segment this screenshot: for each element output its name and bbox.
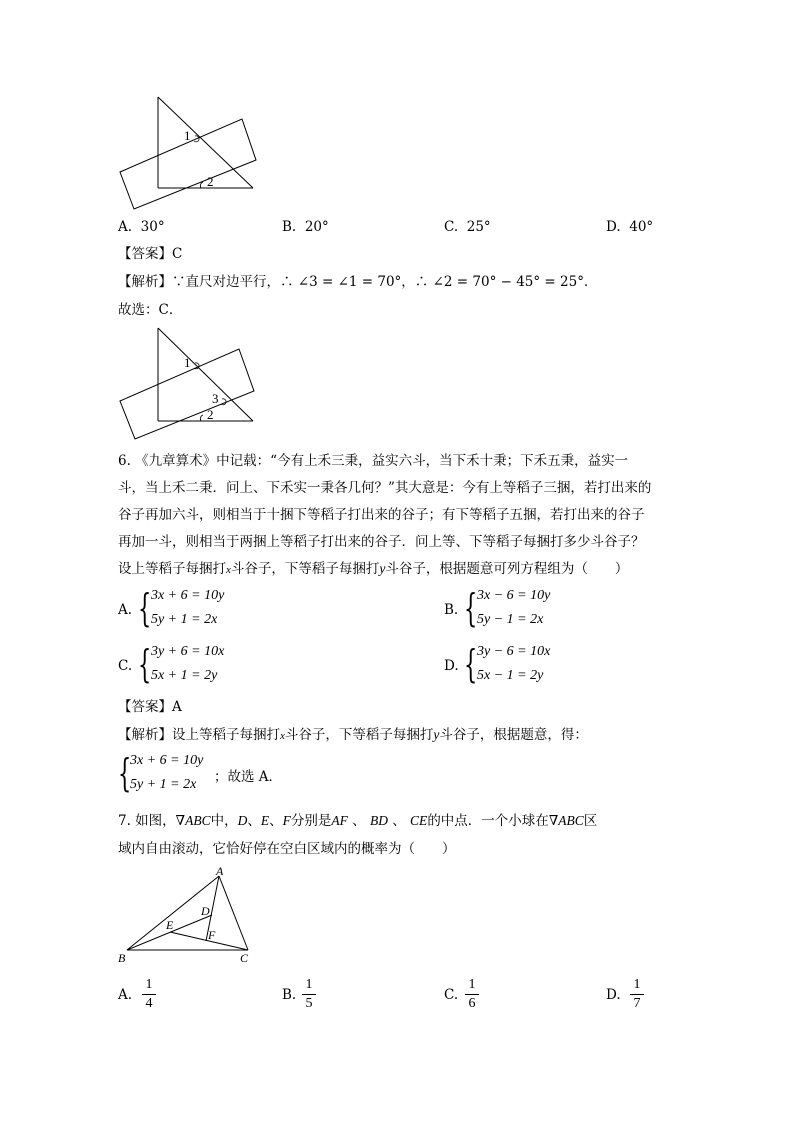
- q6-option-c[interactable]: C. { 3y + 6 = 10x 5x + 1 = 2y: [118, 642, 225, 686]
- q6-line-4: 再加一斗，则相当于两捆上等稻子打出来的谷子．问上等、下等稻子每捆打多少斗谷子？: [118, 534, 645, 550]
- vertex-a-label: A: [216, 864, 224, 878]
- angle-2-label: 2: [207, 407, 214, 422]
- q7-line-2: 域内自由滚动，它恰好停在空白区域内的概率为（ ）: [118, 841, 456, 857]
- q7-line-1: 7. 如图，∇ABC中，D、E、F分别是AF 、 BD 、 CE的中点．一个小球在∇ABC区: [118, 813, 598, 829]
- figure-triangle-ruler-1: [115, 92, 265, 212]
- q5-analysis: 【解析】∵直尺对边平行，∴ ∠3 = ∠1 = 70°，∴ ∠2 = 70° − 45° = 25°．: [118, 274, 598, 290]
- q6-analysis: 【解析】设上等稻子每捆打x斗谷子，下等稻子每捆打y斗谷子，根据题意，得：: [118, 727, 588, 743]
- angle-2-label: 2: [207, 174, 214, 189]
- q6-answer: 【答案】A: [118, 699, 182, 715]
- q6-line-3: 谷子再加六斗，则相当于十捆下等稻子打出来的谷子；有下等稻子五捆，若打出来的谷子: [118, 507, 645, 523]
- point-d-label: D: [201, 904, 210, 918]
- q6-line-2: 斗，当上禾二秉．问上、下禾实一秉各几何？”其大意是：今有上等稻子三捆，若打出来的: [118, 480, 652, 496]
- figure-triangle-abc: [112, 864, 262, 970]
- q6-system: { 3x + 6 = 10y 5y + 1 = 2x ；故选 A．: [118, 751, 283, 795]
- q6-line-5: 设上等稻子每捆打x斗谷子，下等稻子每捆打y斗谷子，根据题意可列方程组为（ ）: [118, 561, 629, 577]
- q7-option-d[interactable]: D. $\frac{1}{7}$: [606, 976, 666, 1018]
- figure-triangle-ruler-2: [115, 325, 265, 445]
- q6-option-b[interactable]: B. { 3x − 6 = 10y 5y − 1 = 2x: [444, 586, 551, 630]
- angle-3-label: 3: [212, 391, 219, 406]
- q5-answer: 【答案】C: [118, 246, 183, 262]
- q5-option-d[interactable]: D. 40°: [606, 219, 654, 235]
- q6-option-a[interactable]: A. { 3x + 6 = 10y 5y + 1 = 2x: [118, 586, 225, 630]
- point-e-label: E: [166, 918, 174, 932]
- angle-1-label: 1: [184, 128, 191, 143]
- q7-option-c[interactable]: C. $\frac{1}{6}$: [444, 976, 504, 1018]
- angle-1-label: 1: [184, 355, 191, 370]
- vertex-b-label: B: [118, 951, 126, 965]
- q6-line-1: 6. 《九章算术》中记载：“今有上禾三秉，益实六斗，当下禾十秉；下禾五秉，益实一: [118, 453, 629, 469]
- q7-option-b[interactable]: B. $\frac{1}{5}$: [282, 976, 342, 1018]
- q6-option-d[interactable]: D. { 3y − 6 = 10x 5x − 1 = 2y: [444, 642, 551, 686]
- q5-option-b[interactable]: B. 20°: [282, 219, 329, 235]
- point-f-label: F: [208, 928, 216, 942]
- vertex-c-label: C: [240, 951, 249, 965]
- q5-option-a[interactable]: A. 30°: [118, 219, 165, 235]
- q5-choice: 故选：C．: [118, 302, 183, 318]
- q7-option-a[interactable]: A. $\frac{1}{4}$: [118, 976, 178, 1018]
- q5-option-c[interactable]: C. 25°: [444, 219, 491, 235]
